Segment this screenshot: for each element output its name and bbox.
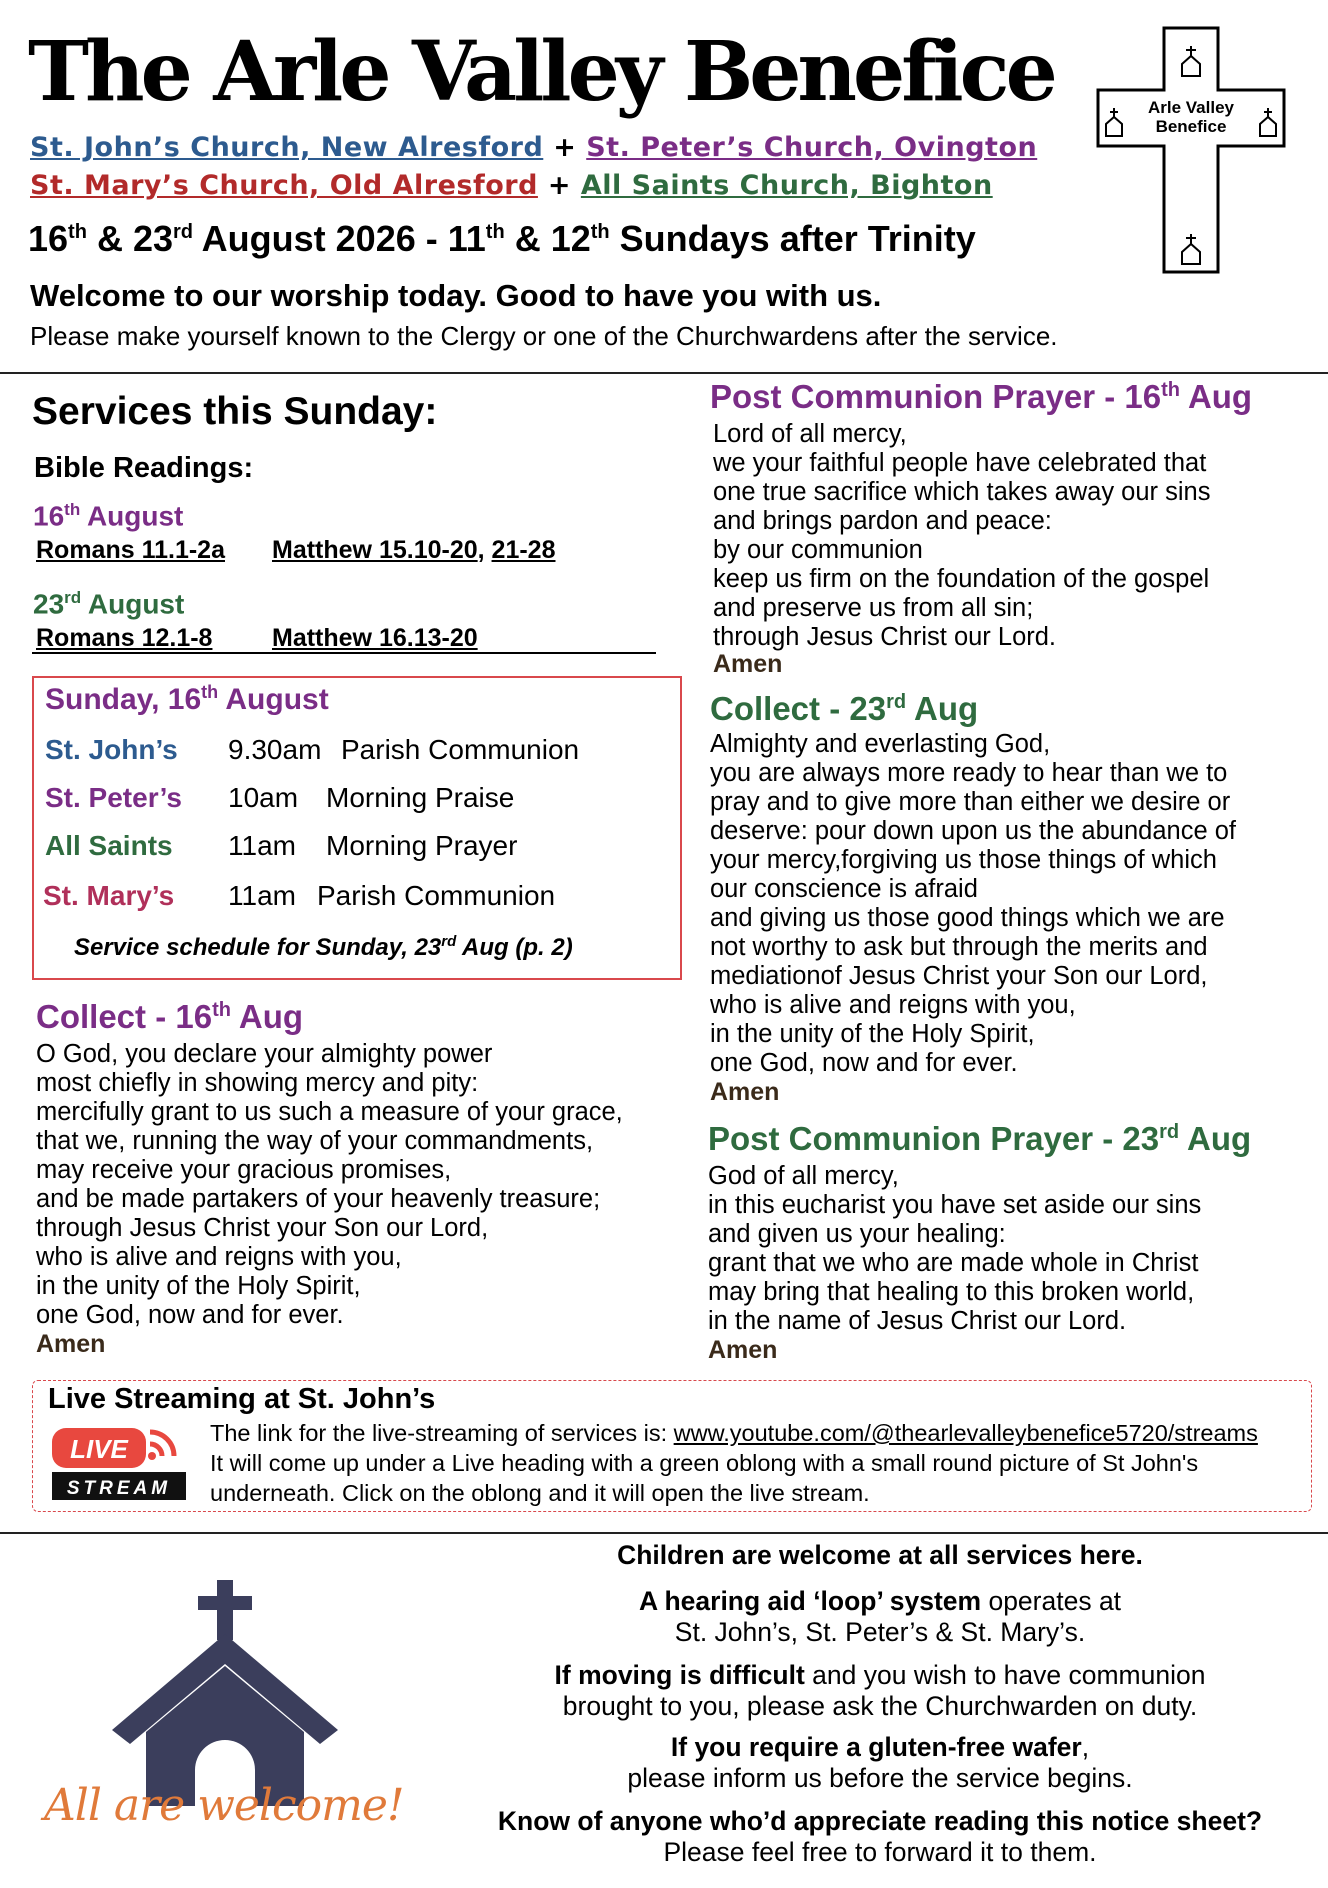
reading-romans-12[interactable]: Romans 12.1-8: [36, 624, 213, 652]
page-title: The Arle Valley Benefice: [28, 24, 1054, 120]
st-peters-link[interactable]: St. Peter’s Church, Ovington: [586, 132, 1038, 163]
children-note: Children are welcome at all services here.: [617, 1540, 1143, 1570]
divider: [0, 1532, 1328, 1534]
schedule-note: Service schedule for Sunday, 23rd Aug (p. 2): [74, 933, 573, 961]
church-icon: [110, 1580, 350, 1806]
reading-date-16: 16th August: [33, 500, 184, 532]
loop-note: A hearing aid ‘loop’ system operates at St. John’s, St. Peter’s & St. Mary’s.: [638, 1586, 1122, 1647]
forward-note: Know of anyone who’d appreciate reading this notice sheet? Please feel free to forward it to them.: [497, 1806, 1263, 1867]
amen: Amen: [710, 1078, 780, 1106]
collect-23-heading: Collect - 23rd Aug: [710, 690, 979, 727]
welcome-text: Welcome to our worship today. Good to have you with us.: [30, 278, 882, 313]
reading-matthew-16[interactable]: Matthew 16.13-20: [272, 624, 478, 652]
please-text: Please make yourself known to the Clergy or one of the Churchwardens after the service.: [30, 321, 1058, 351]
church-line-1: [30, 132, 1037, 163]
post-communion-23-heading: Post Communion Prayer - 23rd Aug: [708, 1120, 1252, 1157]
cross-logo-icon: [1096, 26, 1286, 274]
reading-romans-11[interactable]: Romans 11.1-2a: [36, 536, 225, 564]
youtube-link[interactable]: www.youtube.com/@thearlevalleybenefice5720/streams: [673, 1420, 1258, 1446]
bible-readings-heading: Bible Readings:: [34, 452, 254, 484]
benefice-logo: [1096, 26, 1286, 274]
schedule-time: 11am: [228, 880, 296, 911]
amen: Amen: [36, 1330, 106, 1358]
collect-16-heading: Collect - 16th Aug: [36, 998, 304, 1035]
all-are-welcome-image-text: All are welcome!: [44, 1780, 404, 1831]
schedule-time: 11am: [228, 830, 296, 861]
gluten-note: If you require a gluten-free wafer, please inform us before the service begins.: [627, 1732, 1133, 1793]
schedule-service: Parish Communion: [341, 734, 580, 765]
church-line-2: [30, 170, 993, 201]
svg-text:LIVE: LIVE: [70, 1434, 128, 1464]
amen: Amen: [708, 1336, 778, 1364]
st-johns-link[interactable]: St. John’s Church, New Alresford: [30, 132, 544, 163]
schedule-time: 9.30am: [228, 734, 322, 765]
amen: Amen: [713, 650, 783, 678]
divider: [32, 652, 656, 654]
svg-text:Arle Valley: Arle Valley: [1147, 98, 1235, 117]
reading-date-23: 23rd August: [33, 588, 185, 620]
schedule-church: St. Mary’s: [43, 880, 175, 911]
st-marys-link[interactable]: St. Mary’s Church, Old Alresford: [30, 170, 538, 201]
plus-separator: +: [547, 170, 571, 201]
service-dates: 16th & 23rd August 2026 - 11th & 12th Sundays after Trinity: [28, 218, 976, 259]
live-stream-text: The link for the live-streaming of services is: www.youtube.com/@thearlevalleybenefice5720/streams It will come up under a Live heading with a green oblong with a small round picture of St John's underneath. Click on the oblong and it will open the live stream.: [210, 1420, 1258, 1506]
collect-16-text: O God, you declare your almighty power most chiefly in showing mercy and pity: mercifully grant to us such a measure of your grace, that we, running the way of your commandments, may receive your gracious promises, and be made partakers of your heavenly treasure; through Jesus Christ your Son our Lord, who is alive and reigns with you, in the unity of the Holy Spirit, one God, now and for ever.: [36, 1040, 623, 1329]
schedule-church: St. Peter’s: [45, 782, 182, 813]
all-saints-link[interactable]: All Saints Church, Bighton: [580, 170, 993, 201]
schedule-church: St. John’s: [45, 734, 178, 765]
plus-separator: +: [553, 132, 577, 163]
svg-text:STREAM: STREAM: [66, 1478, 172, 1499]
schedule-time: 10am: [228, 782, 299, 813]
post-communion-23-text: God of all mercy, in this eucharist you have set aside our sins and given us your healing: grant that we who are made whole in Christ may bring that healing to this broken world, in the name of Jesus Christ our Lord.: [708, 1162, 1202, 1335]
reading-matthew-15: Matthew 15.10-20, 21-28: [272, 536, 556, 564]
svg-text:Benefice: Benefice: [1155, 117, 1227, 136]
collect-23-text: Almighty and everlasting God, you are always more ready to hear than we to pray and to give more than either we desire or deserve: pour down upon us the abundance of your mercy,forgiving us those things of which our conscience is afraid and giving us those good things which we are not worthy to ask but through the merits and mediationof Jesus Christ your Son our Lord, who is alive and reigns with you, in the unity of the Holy Spirit, one God, now and for ever.: [710, 730, 1236, 1077]
services-heading: Services this Sunday:: [32, 390, 438, 433]
schedule-service: Morning Prayer: [326, 830, 518, 861]
schedule-title: Sunday, 16th August: [45, 682, 329, 716]
schedule-service: Morning Praise: [326, 782, 515, 813]
live-stream-heading: Live Streaming at St. John’s: [48, 1383, 436, 1415]
schedule-service: Parish Communion: [317, 880, 556, 911]
schedule-church: All Saints: [45, 830, 173, 861]
post-communion-16-text: Lord of all mercy, we your faithful people have celebrated that one true sacrifice which takes away our sins and brings pardon and peace: by our communion keep us firm on the foundation of the gospel and preserve us from all sin; through Jesus Christ our Lord.: [713, 420, 1211, 651]
post-communion-16-heading: Post Communion Prayer - 16th Aug: [710, 378, 1253, 415]
live-stream-badge-icon: [50, 1424, 190, 1504]
moving-note: If moving is difficult and you wish to have communion brought to you, please ask the Churchwarden on duty.: [554, 1660, 1206, 1721]
divider: [0, 372, 1328, 374]
